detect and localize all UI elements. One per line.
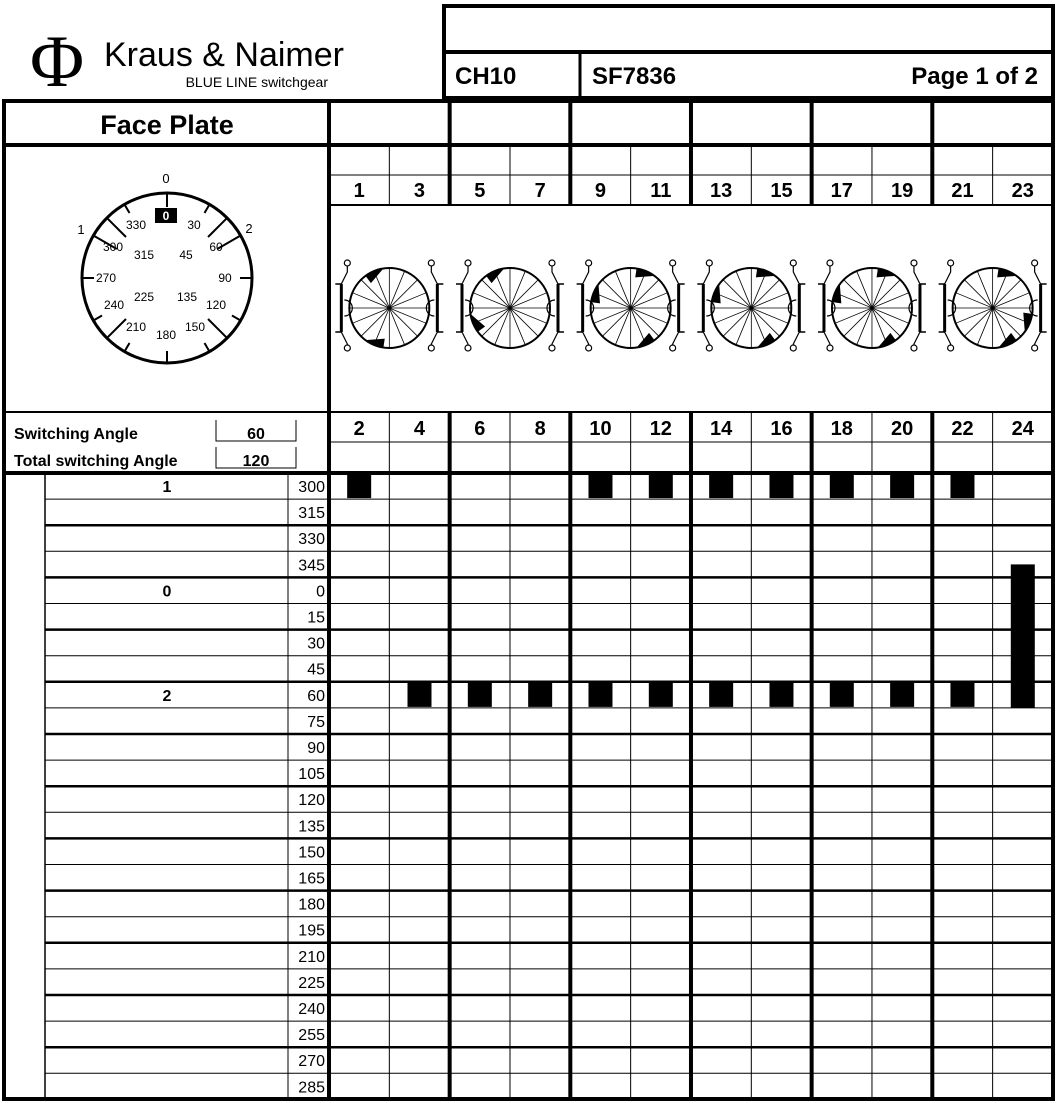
header bbox=[30, 6, 1053, 103]
contact-closed-mark bbox=[769, 683, 793, 707]
contact-closed-mark bbox=[769, 474, 793, 498]
angle-label: 120 bbox=[205, 298, 227, 312]
dial-tick bbox=[232, 316, 241, 321]
terminal-bottom-6: 6 bbox=[474, 418, 486, 440]
terminal-columns bbox=[354, 101, 1035, 1099]
row-angle: 45 bbox=[307, 661, 325, 679]
terminal-top-21: 21 bbox=[951, 180, 974, 202]
contact-closed-mark bbox=[649, 683, 673, 707]
brand-logo bbox=[30, 21, 344, 103]
terminal-point-icon bbox=[706, 345, 712, 351]
angle-label: 135 bbox=[176, 290, 198, 304]
terminal-point-icon bbox=[911, 260, 917, 266]
row-angle: 60 bbox=[307, 687, 325, 705]
terminal-top-17: 17 bbox=[830, 180, 853, 202]
terminal-point-icon bbox=[428, 345, 434, 351]
contact-closed-mark bbox=[588, 474, 612, 498]
table-row bbox=[45, 891, 1053, 914]
cam-diagrams bbox=[335, 260, 1046, 351]
contact-closed-mark bbox=[950, 683, 974, 707]
dial-tick bbox=[205, 204, 210, 213]
contact-closed-mark bbox=[468, 683, 492, 707]
dial-tick bbox=[93, 316, 102, 321]
row-angle: 315 bbox=[298, 505, 325, 523]
position-label-0: 0 bbox=[162, 171, 170, 186]
row-angle: 195 bbox=[298, 922, 325, 940]
row-angle: 180 bbox=[298, 896, 325, 914]
terminal-point-icon bbox=[549, 260, 555, 266]
contact-closed-mark bbox=[830, 683, 854, 707]
contact-closed-mark bbox=[528, 683, 552, 707]
cam-1 bbox=[335, 260, 443, 351]
selected-position: 0 bbox=[162, 209, 170, 223]
contact-closed-mark bbox=[588, 683, 612, 707]
angle-label: 225 bbox=[133, 290, 155, 304]
contact-closed-mark bbox=[890, 474, 914, 498]
page-indicator: Page 1 of 2 bbox=[911, 63, 1038, 90]
row-angle: 120 bbox=[298, 792, 325, 810]
angle-label: 180 bbox=[155, 328, 177, 342]
terminal-top-11: 11 bbox=[650, 180, 672, 202]
angle-label: 270 bbox=[95, 271, 117, 285]
row-position: 1 bbox=[162, 479, 172, 496]
row-position: 0 bbox=[162, 583, 172, 601]
terminal-point-icon bbox=[586, 260, 592, 266]
terminal-point-icon bbox=[586, 345, 592, 351]
terminal-top-19: 19 bbox=[891, 180, 914, 202]
contact-continuous-bar bbox=[1011, 564, 1035, 708]
switching-angle-label: Switching Angle bbox=[14, 426, 138, 443]
contact-closed-mark bbox=[709, 474, 733, 498]
terminal-bottom-2: 2 bbox=[353, 418, 365, 440]
switching-angles bbox=[14, 420, 296, 470]
row-angle: 165 bbox=[298, 870, 325, 888]
cam-2 bbox=[456, 260, 564, 351]
angle-label: 210 bbox=[125, 320, 147, 334]
terminal-bottom-4: 4 bbox=[413, 418, 426, 440]
terminal-point-icon bbox=[827, 260, 833, 266]
row-angle: 105 bbox=[298, 766, 325, 784]
row-angle: 135 bbox=[298, 818, 325, 836]
angle-label: 150 bbox=[184, 320, 206, 334]
row-position: 2 bbox=[162, 687, 172, 705]
angle-label: 30 bbox=[187, 218, 201, 232]
switching-angle-value: 60 bbox=[247, 426, 265, 443]
terminal-point-icon bbox=[428, 260, 434, 266]
contact-closed-mark bbox=[890, 683, 914, 707]
contact-closed-mark bbox=[407, 683, 431, 707]
table-row bbox=[45, 917, 1053, 940]
terminal-top-9: 9 bbox=[594, 180, 607, 202]
terminal-point-icon bbox=[670, 345, 676, 351]
terminal-point-icon bbox=[344, 345, 350, 351]
table-row bbox=[45, 551, 1053, 574]
terminal-point-icon bbox=[911, 345, 917, 351]
row-angle: 300 bbox=[298, 479, 325, 496]
terminal-top-1: 1 bbox=[353, 180, 365, 202]
dial-tick bbox=[205, 343, 210, 352]
cam-4 bbox=[697, 260, 805, 351]
face-plate-dial bbox=[77, 171, 252, 363]
row-angle: 75 bbox=[307, 713, 325, 731]
terminal-point-icon bbox=[465, 345, 471, 351]
table-row bbox=[45, 682, 1053, 707]
dial-tick bbox=[125, 343, 130, 352]
dial-tick bbox=[107, 218, 126, 237]
phi-logo-icon: Φ bbox=[29, 21, 85, 103]
position-label-1: 1 bbox=[77, 222, 85, 237]
row-angle: 225 bbox=[298, 974, 325, 992]
terminal-point-icon bbox=[706, 260, 712, 266]
row-angle: 270 bbox=[298, 1053, 325, 1071]
table-row bbox=[45, 708, 1053, 731]
position-label-2: 2 bbox=[245, 221, 253, 236]
table-row bbox=[45, 604, 1053, 627]
terminal-point-icon bbox=[670, 260, 676, 266]
row-angle: 255 bbox=[298, 1027, 325, 1045]
total-switching-angle-label: Total switching Angle bbox=[14, 453, 178, 470]
table-row bbox=[45, 1073, 1053, 1096]
terminal-bottom-14: 14 bbox=[710, 418, 733, 440]
row-angle: 150 bbox=[298, 844, 325, 862]
table-row bbox=[45, 812, 1053, 835]
dial-tick bbox=[208, 218, 227, 237]
terminal-point-icon bbox=[948, 345, 954, 351]
terminal-bottom-8: 8 bbox=[534, 418, 546, 440]
terminal-bottom-10: 10 bbox=[589, 418, 612, 440]
terminal-top-5: 5 bbox=[474, 180, 486, 202]
table-row bbox=[45, 656, 1053, 679]
terminal-point-icon bbox=[948, 260, 954, 266]
dial-tick bbox=[125, 204, 130, 213]
frame bbox=[4, 101, 1053, 1099]
table-row bbox=[45, 734, 1053, 757]
table-row bbox=[45, 577, 1053, 600]
dial-tick bbox=[208, 319, 227, 338]
row-angle: 330 bbox=[298, 531, 325, 549]
contact-closed-mark bbox=[830, 474, 854, 498]
angle-label: 315 bbox=[133, 248, 155, 262]
table-row bbox=[45, 760, 1053, 783]
terminal-point-icon bbox=[790, 345, 796, 351]
terminal-top-13: 13 bbox=[710, 180, 733, 202]
row-angle: 90 bbox=[307, 740, 325, 757]
terminal-top-7: 7 bbox=[534, 180, 546, 202]
terminal-bottom-22: 22 bbox=[951, 418, 974, 440]
angle-label: 60 bbox=[209, 240, 223, 254]
row-angle: 0 bbox=[316, 583, 325, 601]
table-row bbox=[45, 786, 1053, 809]
terminal-bottom-18: 18 bbox=[830, 418, 853, 440]
table-row bbox=[45, 630, 1053, 653]
contact-closed-mark bbox=[709, 683, 733, 707]
contact-closed-mark bbox=[347, 474, 371, 498]
terminal-point-icon bbox=[549, 345, 555, 351]
brand-tagline: BLUE LINE switchgear bbox=[185, 74, 328, 90]
terminal-bottom-20: 20 bbox=[891, 418, 914, 440]
dial-tick bbox=[107, 319, 126, 338]
terminal-top-15: 15 bbox=[770, 180, 793, 202]
terminal-bottom-12: 12 bbox=[649, 418, 672, 440]
table-row bbox=[45, 525, 1053, 548]
table-row bbox=[45, 865, 1053, 888]
terminal-point-icon bbox=[1032, 345, 1038, 351]
row-angle: 345 bbox=[298, 557, 325, 575]
switching-table bbox=[45, 473, 1053, 1099]
angle-label: 300 bbox=[102, 240, 124, 254]
cam-3 bbox=[577, 260, 685, 351]
terminal-bottom-24: 24 bbox=[1011, 418, 1034, 440]
row-angle: 15 bbox=[307, 609, 325, 627]
terminal-top-23: 23 bbox=[1011, 180, 1034, 202]
terminal-point-icon bbox=[465, 260, 471, 266]
cam-6 bbox=[939, 260, 1047, 351]
table-row bbox=[45, 838, 1053, 861]
contact-closed-mark bbox=[649, 474, 673, 498]
row-angle: 30 bbox=[307, 635, 325, 653]
table-row bbox=[45, 1021, 1053, 1044]
terminal-point-icon bbox=[1032, 260, 1038, 266]
angle-label: 90 bbox=[218, 271, 232, 285]
table-row bbox=[45, 943, 1053, 966]
terminal-point-icon bbox=[344, 260, 350, 266]
angle-label: 45 bbox=[179, 248, 193, 262]
terminal-point-icon bbox=[827, 345, 833, 351]
row-angle: 240 bbox=[298, 1001, 325, 1018]
table-row bbox=[45, 969, 1053, 992]
terminal-bottom-16: 16 bbox=[770, 418, 793, 440]
angle-label: 330 bbox=[125, 218, 147, 232]
table-row bbox=[45, 995, 1053, 1018]
table-row bbox=[45, 499, 1053, 522]
row-angle: 285 bbox=[298, 1079, 325, 1097]
table-row bbox=[45, 1047, 1053, 1070]
brand-name: Kraus & Naimer bbox=[104, 36, 344, 74]
switch-code: SF7836 bbox=[592, 63, 677, 90]
type-code: CH10 bbox=[455, 63, 517, 90]
terminal-top-3: 3 bbox=[413, 180, 426, 202]
angle-label: 240 bbox=[103, 298, 125, 312]
cam-5 bbox=[818, 260, 926, 351]
face-plate-title: Face Plate bbox=[100, 110, 234, 140]
total-switching-angle-value: 120 bbox=[242, 453, 270, 470]
row-angle: 210 bbox=[298, 948, 325, 966]
terminal-point-icon bbox=[790, 260, 796, 266]
contact-closed-mark bbox=[950, 474, 974, 498]
